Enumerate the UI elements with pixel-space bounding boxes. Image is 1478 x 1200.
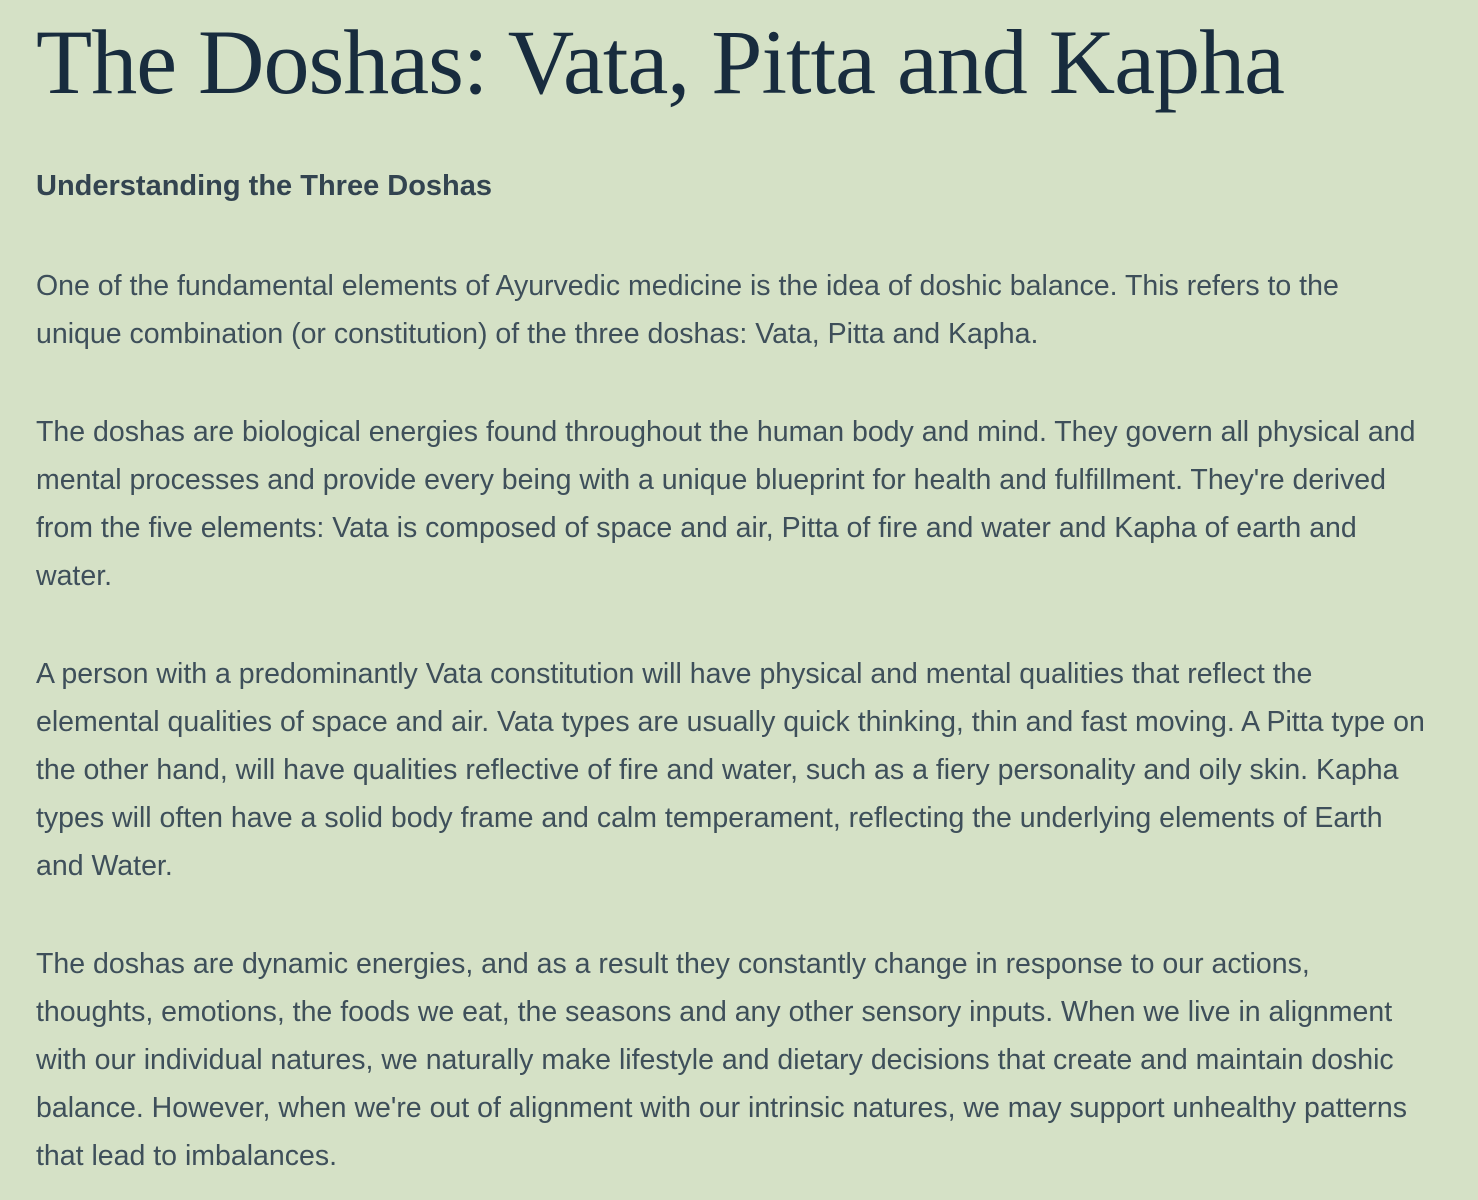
page-title: The Doshas: Vata, Pitta and Kapha <box>36 11 1284 113</box>
paragraph-dynamic-energies: The doshas are dynamic energies, and as a result they constantly change in response to our actions, thoughts, emotions, the foods we eat, the seasons and any other sensory inputs. When we live in alignment with our individual natures, we naturally make lifestyle and dietary decisions that create and maintain doshic balance. However, when we're out of alignment with our intrinsic natures, we may support unhealthy patterns that lead to imbalances. <box>36 947 1408 1172</box>
paragraph-constitution-types: A person with a predominantly Vata constitution will have physical and mental qualities that reflect the elemental qualities of space and air. Vata types are usually quick thinking, thin and fast moving. A Pitta type on the other hand, will have qualities reflective of fire and water, such as a fiery personality and oily skin. Kapha types will often have a solid body frame and calm temperament, reflecting the underlying elements of Earth and Water. <box>36 657 1425 882</box>
paragraph-doshic-balance: One of the fundamental elements of Ayurvedic medicine is the idea of doshic balance. This refers to the unique combination (or constitution) of the three doshas: Vata, Pitta and Kapha. <box>36 269 1339 350</box>
section-heading: Understanding the Three Doshas <box>36 170 493 203</box>
paragraph-biological-energies: The doshas are biological energies found throughout the human body and mind. They govern all physical and mental processes and provide every being with a unique blueprint for health and fulfillment. They're derived from the five elements: Vata is composed of space and air, Pitta of fire and water and Kapha of earth and water. <box>36 415 1416 592</box>
